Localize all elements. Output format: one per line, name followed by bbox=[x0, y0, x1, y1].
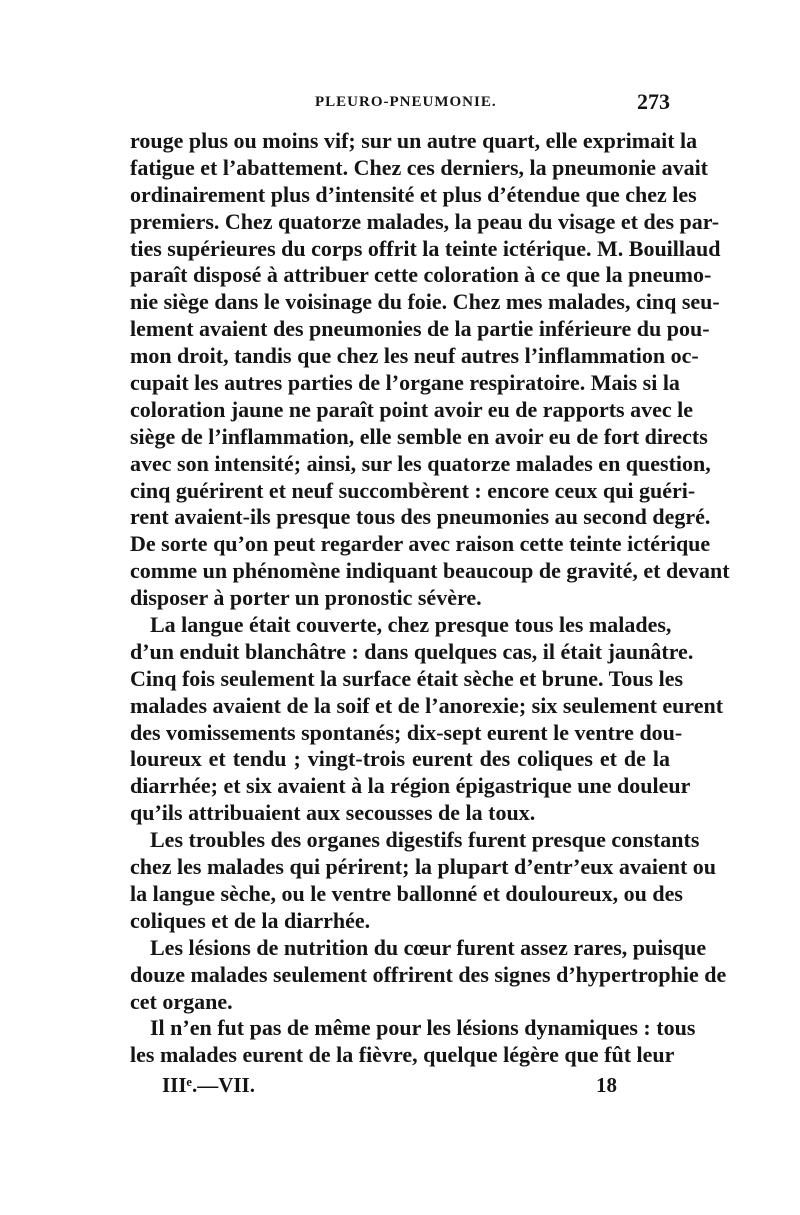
page-footer bbox=[130, 1073, 670, 1103]
text-line: siège de l’inflammation, elle semble en avoir eu de fort directs bbox=[130, 423, 708, 449]
running-title: PLEURO-PNEUMONIE. bbox=[315, 94, 497, 110]
paragraph-last-line: cet organe. bbox=[130, 988, 233, 1014]
text-line: ordinairement plus d’intensité et plus d’étendue que chez les bbox=[130, 181, 697, 207]
paragraph-last-line: coliques et de la diarrhée. bbox=[130, 907, 371, 933]
text-line: comme un phénomène indiquant beaucoup de gravité, et devant bbox=[130, 558, 730, 584]
text-line: mon droit, tandis que chez les neuf autres l’inflammation oc- bbox=[130, 343, 699, 369]
text-line: malades avaient de la soif et de l’anorexie; six seulement eurent bbox=[130, 692, 724, 718]
text-line: la langue sèche, ou le ventre ballonné et douloureux, ou des bbox=[130, 880, 683, 906]
text-line: avec son intensité; ainsi, sur les quatorze malades en question, bbox=[130, 450, 711, 476]
text-line: fatigue et l’abattement. Chez ces derniers, la pneumonie avait bbox=[130, 154, 709, 180]
text-line: coloration jaune ne paraît point avoir eu de rapports avec le bbox=[130, 396, 693, 422]
paragraph-first-line: Il n’en fut pas de même pour les lésions dynamiques : tous bbox=[150, 1015, 696, 1041]
text-line: lement avaient des pneumonies de la partie inférieure du pou- bbox=[130, 316, 710, 342]
signature-number: 18 bbox=[596, 1073, 617, 1097]
paragraph-first-line: Les lésions de nutrition du cœur furent assez rares, puisque bbox=[150, 934, 707, 960]
running-head bbox=[130, 89, 670, 124]
page-number: 273 bbox=[637, 89, 670, 114]
text-line: nie siège dans le voisinage du foie. Chez mes malades, cinq seu- bbox=[130, 289, 720, 315]
paragraph-first-line: Les troubles des organes digestifs furent presque constants bbox=[150, 827, 700, 853]
paragraph-last-line: disposer à porter un pronostic sévère. bbox=[130, 585, 482, 611]
text-line: diarrhée; et six avaient à la région épigastrique une douleur bbox=[130, 773, 691, 799]
text-line: cupait les autres parties de l’organe respiratoire. Mais si la bbox=[130, 370, 680, 396]
text-line: De sorte qu’on peut regarder avec raison cette teinte ictérique bbox=[130, 531, 711, 557]
text-line: chez les malades qui périrent; la plupart d’entr’eux avaient ou bbox=[130, 854, 717, 880]
text-line: loureux et tendu ; vingt-trois eurent des coliques et de la bbox=[130, 746, 670, 772]
text-line: ties supérieures du corps offrit la teinte ictérique. M. Bouillaud bbox=[130, 235, 721, 261]
text-line: d’un enduit blanchâtre : dans quelques cas, il était jaunâtre. bbox=[130, 638, 694, 664]
body-text bbox=[130, 128, 730, 1069]
text-line: des vomissements spontanés; dix-sept eurent le ventre dou- bbox=[130, 719, 683, 745]
text-line: rent avaient-ils presque tous des pneumonies au second degré. bbox=[130, 504, 711, 530]
signature-mark: IIIᵉ.—VII. bbox=[162, 1073, 255, 1097]
text-line: cinq guérirent et neuf succombèrent : encore ceux qui guéri- bbox=[130, 477, 696, 503]
text-line: douze malades seulement offrirent des signes d’hypertrophie de bbox=[130, 961, 727, 987]
text-line: paraît disposé à attribuer cette coloration à ce que la pneumo- bbox=[130, 262, 712, 288]
text-line: Cinq fois seulement la surface était sèche et brune. Tous les bbox=[130, 665, 684, 691]
text-line: les malades eurent de la fièvre, quelque légère que fût leur bbox=[130, 1042, 675, 1068]
text-line: rouge plus ou moins vif; sur un autre quart, elle exprimait la bbox=[130, 128, 698, 153]
paragraph-last-line: qu’ils attribuaient aux secousses de la toux. bbox=[130, 800, 536, 826]
paragraph-first-line: La langue était couverte, chez presque tous les malades, bbox=[150, 612, 672, 638]
text-line: premiers. Chez quatorze malades, la peau du visage et des par- bbox=[130, 208, 720, 234]
